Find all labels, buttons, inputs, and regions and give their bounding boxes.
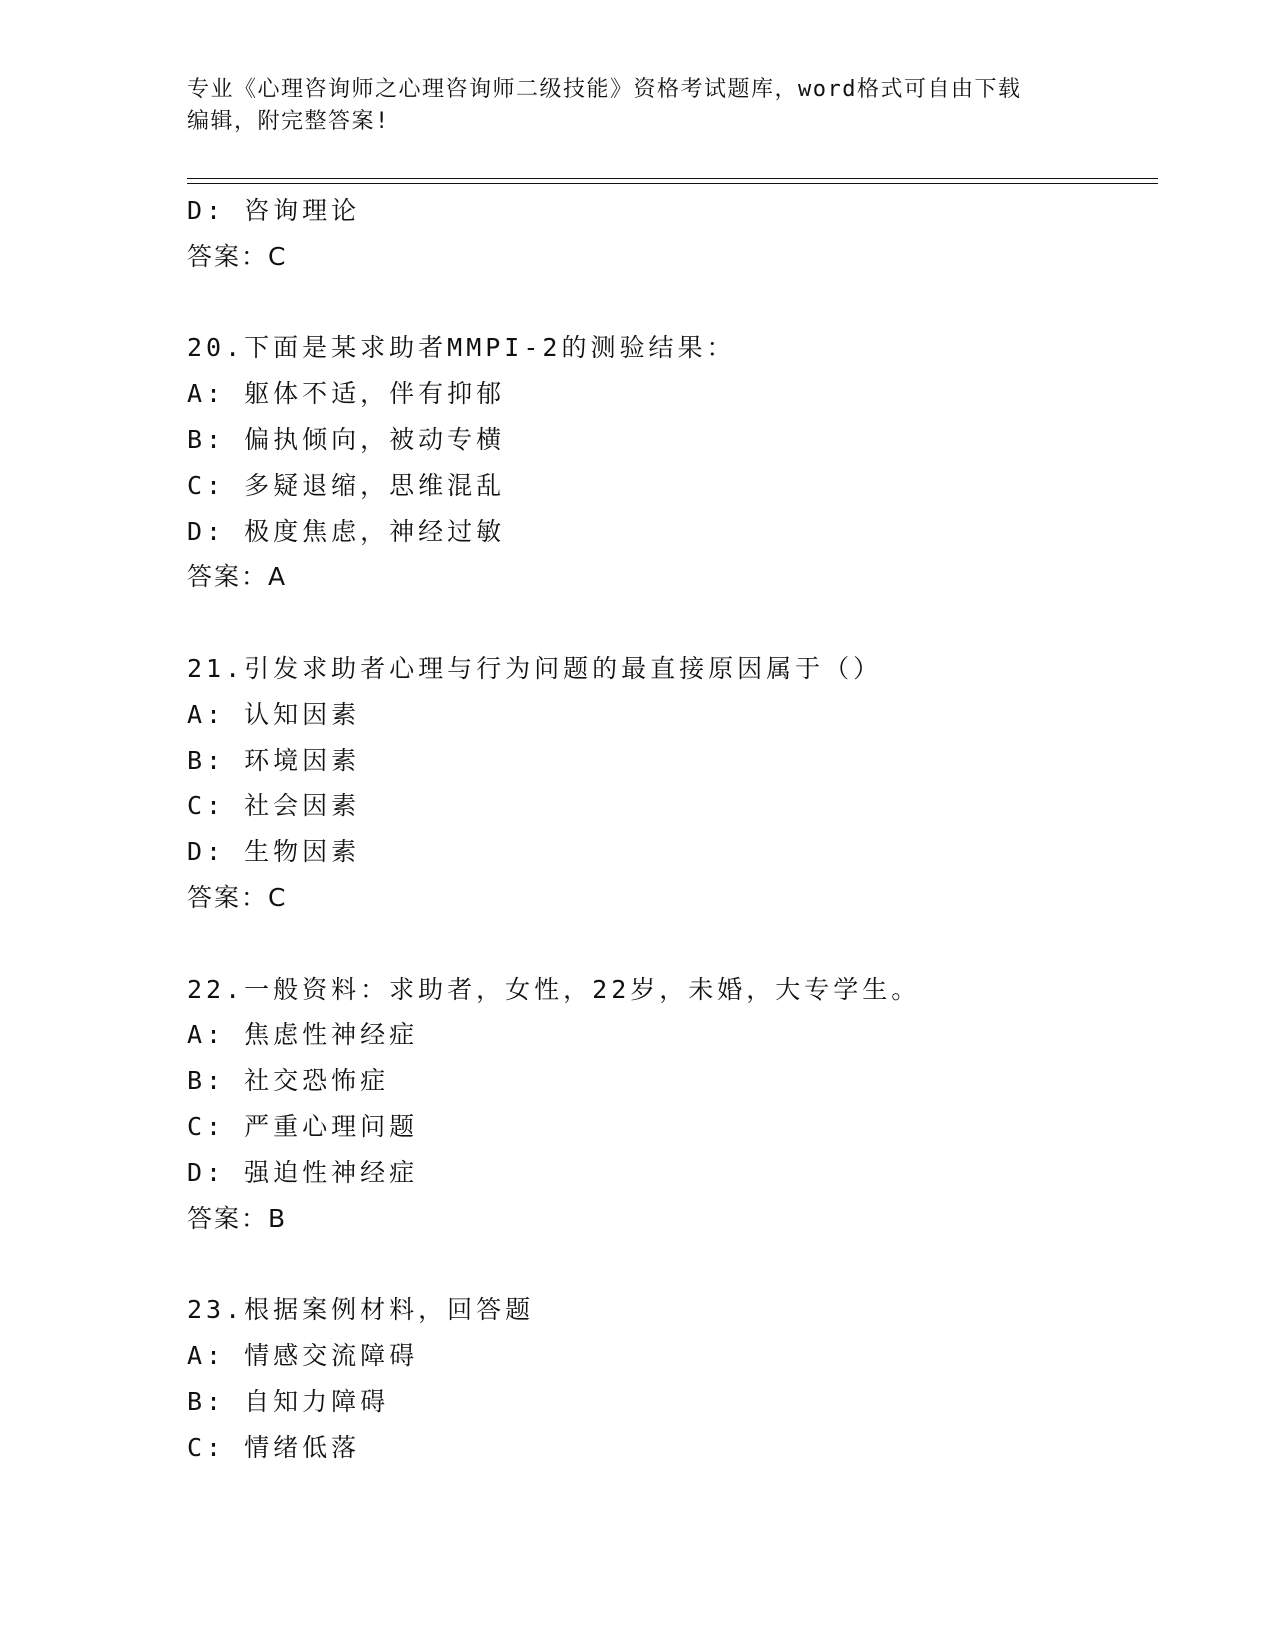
option-d: D: 极度焦虑，神经过敏 [187, 516, 506, 546]
question-stem: 20.下面是某求助者MMPI-2的测验结果： [187, 333, 736, 363]
option-d: D: 强迫性神经症 [187, 1157, 419, 1187]
spacer [187, 600, 1147, 646]
option-a: A: 躯体不适，伴有抑郁 [187, 379, 506, 409]
header-line-2: 编辑，附完整答案! [187, 109, 390, 134]
answer: 答案：C [187, 882, 288, 912]
spacer [187, 280, 1147, 326]
header-rule-top [187, 178, 1158, 179]
option-c: C: 情绪低落 [187, 1432, 361, 1462]
spacer [187, 1241, 1147, 1287]
option-a: A: 情感交流障碍 [187, 1340, 419, 1370]
question-stem: 23.根据案例材料，回答题 [187, 1295, 535, 1325]
question-stem: 22.一般资料：求助者，女性，22岁，未婚，大专学生。 [187, 974, 921, 1004]
header-rule-bottom [187, 183, 1158, 184]
option-d: D: 生物因素 [187, 837, 361, 867]
answer: 答案：C [187, 241, 288, 271]
question-list [187, 188, 1147, 1470]
option-b: B: 偏执倾向，被动专横 [187, 424, 506, 454]
option-c: C: 社会因素 [187, 791, 361, 821]
option-b: B: 自知力障碍 [187, 1386, 390, 1416]
question-stem: 21.引发求助者心理与行为问题的最直接原因属于（） [187, 653, 883, 683]
header-line-1: 专业《心理咨询师之心理咨询师二级技能》资格考试题库，word格式可自由下载 [187, 77, 1022, 102]
document-header [187, 74, 1087, 138]
option-b: B: 环境因素 [187, 745, 361, 775]
option-c: C: 多疑退缩，思维混乱 [187, 470, 506, 500]
option-d: D: 咨询理论 [187, 196, 361, 225]
option-a: A: 焦虑性神经症 [187, 1020, 419, 1050]
answer: 答案：B [187, 1203, 288, 1233]
spacer [187, 921, 1147, 967]
option-a: A: 认知因素 [187, 699, 361, 729]
option-b: B: 社交恐怖症 [187, 1066, 390, 1096]
option-c: C: 严重心理问题 [187, 1111, 419, 1141]
answer: 答案：A [187, 562, 288, 592]
